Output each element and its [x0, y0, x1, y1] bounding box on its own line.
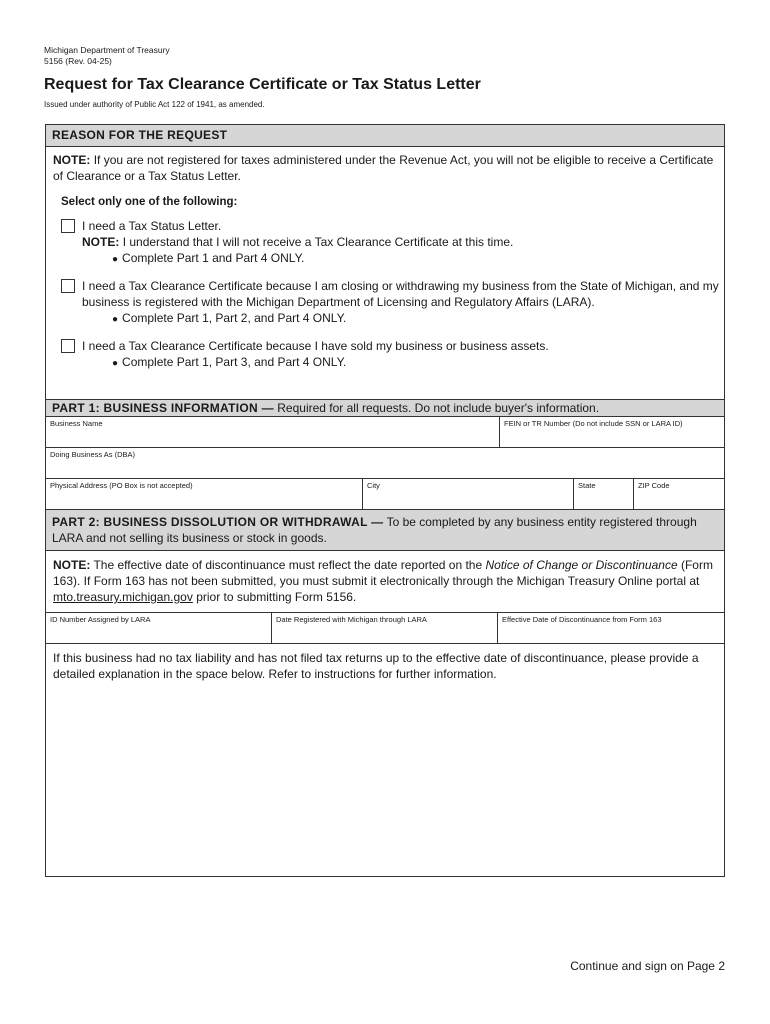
lara-id-label: ID Number Assigned by LARA [50, 615, 151, 624]
form-number: 5156 (Rev. 04-25) [44, 56, 112, 66]
fein-label: FEIN or TR Number (Do not include SSN or LARA ID) [504, 419, 683, 428]
option-note: NOTE: I understand that I will not receive a Tax Clearance Certificate at this time. [82, 235, 514, 249]
agency-name: Michigan Department of Treasury [44, 45, 170, 55]
part2-row-1 [46, 613, 724, 644]
business-name-cell [46, 417, 500, 447]
state-label: State [578, 481, 596, 490]
option-tax-status-letter [46, 218, 724, 268]
explanation-textarea[interactable] [52, 686, 722, 870]
part1-heading: PART 1: BUSINESS INFORMATION — Required for all requests. Do not include buyer's information. [46, 400, 724, 417]
address-label: Physical Address (PO Box is not accepted) [50, 481, 193, 490]
mto-link[interactable]: mto.treasury.michigan.gov [53, 590, 193, 604]
part1-row-1 [46, 417, 724, 448]
fein-input[interactable] [503, 427, 721, 445]
issued-authority: Issued under authority of Public Act 122 of 1941, as amended. [44, 100, 265, 109]
city-input[interactable] [366, 489, 570, 507]
city-cell [363, 479, 574, 509]
effective-date-input[interactable] [501, 623, 721, 641]
business-name-input[interactable] [49, 427, 496, 445]
state-input[interactable] [577, 489, 630, 507]
reason-heading: REASON FOR THE REQUEST [46, 125, 724, 147]
form-title: Request for Tax Clearance Certificate or Tax Status Letter [44, 76, 481, 93]
part1-row-3 [46, 479, 724, 510]
bullet-icon: ● [112, 358, 119, 369]
fein-cell [500, 417, 724, 447]
option-clearance-sold [46, 338, 724, 372]
dba-cell [46, 448, 724, 478]
dba-input[interactable] [49, 458, 721, 476]
option-text: I need a Tax Clearance Certificate because I have sold my business or business assets. [82, 339, 549, 353]
bullet-icon: ● [112, 254, 119, 265]
clearance-sold-checkbox[interactable] [61, 339, 75, 353]
date-registered-cell [272, 613, 498, 643]
explanation-instructions: If this business had no tax liability and has not filed tax returns up to the effective date of discontinuance, please provide a detailed explanation in the space below. Refer to instructions for further information. [53, 651, 699, 681]
form-body [45, 124, 725, 877]
reason-note [46, 147, 724, 184]
option-bullet: ● Complete Part 1, Part 2, and Part 4 ONLY. [112, 311, 347, 325]
zip-label: ZIP Code [638, 481, 670, 490]
dba-label: Doing Business As (DBA) [50, 450, 136, 459]
state-cell [574, 479, 634, 509]
date-registered-input[interactable] [275, 623, 494, 641]
date-registered-label: Date Registered with Michigan through LARA [276, 615, 427, 624]
part1-row-2 [46, 448, 724, 479]
zip-cell [634, 479, 724, 509]
tax-status-letter-checkbox[interactable] [61, 219, 75, 233]
select-label: Select only one of the following: [61, 196, 238, 208]
city-label: City [367, 481, 380, 490]
lara-id-cell [46, 613, 272, 643]
address-cell [46, 479, 363, 509]
option-text: I need a Tax Clearance Certificate because I am closing or withdrawing my business from the State of Michigan, and my business is registered with the Michigan Department of Licensing and Regulatory Affairs (LARA). [82, 279, 719, 309]
note-text: If you are not registered for taxes administered under the Revenue Act, you will not be eligible to receive a Certificate of Clearance or a Tax Status Letter. [53, 153, 714, 183]
clearance-closing-checkbox[interactable] [61, 279, 75, 293]
option-bullet: ● Complete Part 1, Part 3, and Part 4 ONLY. [112, 355, 347, 369]
agency-block [44, 45, 170, 67]
option-bullet: ● Complete Part 1 and Part 4 ONLY. [112, 251, 305, 265]
zip-input[interactable] [637, 489, 721, 507]
reason-section [46, 125, 724, 400]
address-input[interactable] [49, 489, 359, 507]
explanation-box [46, 644, 724, 876]
lara-id-input[interactable] [49, 623, 268, 641]
part2-heading: PART 2: BUSINESS DISSOLUTION OR WITHDRAWAL — To be completed by any business entity registered through LARA and not selling its business or stock in goods. [46, 510, 724, 551]
option-clearance-closing [46, 278, 724, 328]
continue-note: Continue and sign on Page 2 [570, 959, 725, 973]
business-name-label: Business Name [50, 419, 103, 428]
bullet-icon: ● [112, 314, 119, 325]
effective-date-cell [498, 613, 724, 643]
option-text: I need a Tax Status Letter. [82, 219, 222, 233]
effective-date-label: Effective Date of Discontinuance from Form 163 [502, 615, 662, 624]
part2-note: NOTE: The effective date of discontinuance must reflect the date reported on the Notice of Change or Discontinuance (Form 163). If Form 163 has not been submitted, you must submit it electronically through the Michigan Treasury Online portal at mto.treasury.michigan.gov prior to submitting Form 5156. [46, 551, 724, 613]
note-label: NOTE: [53, 153, 91, 167]
